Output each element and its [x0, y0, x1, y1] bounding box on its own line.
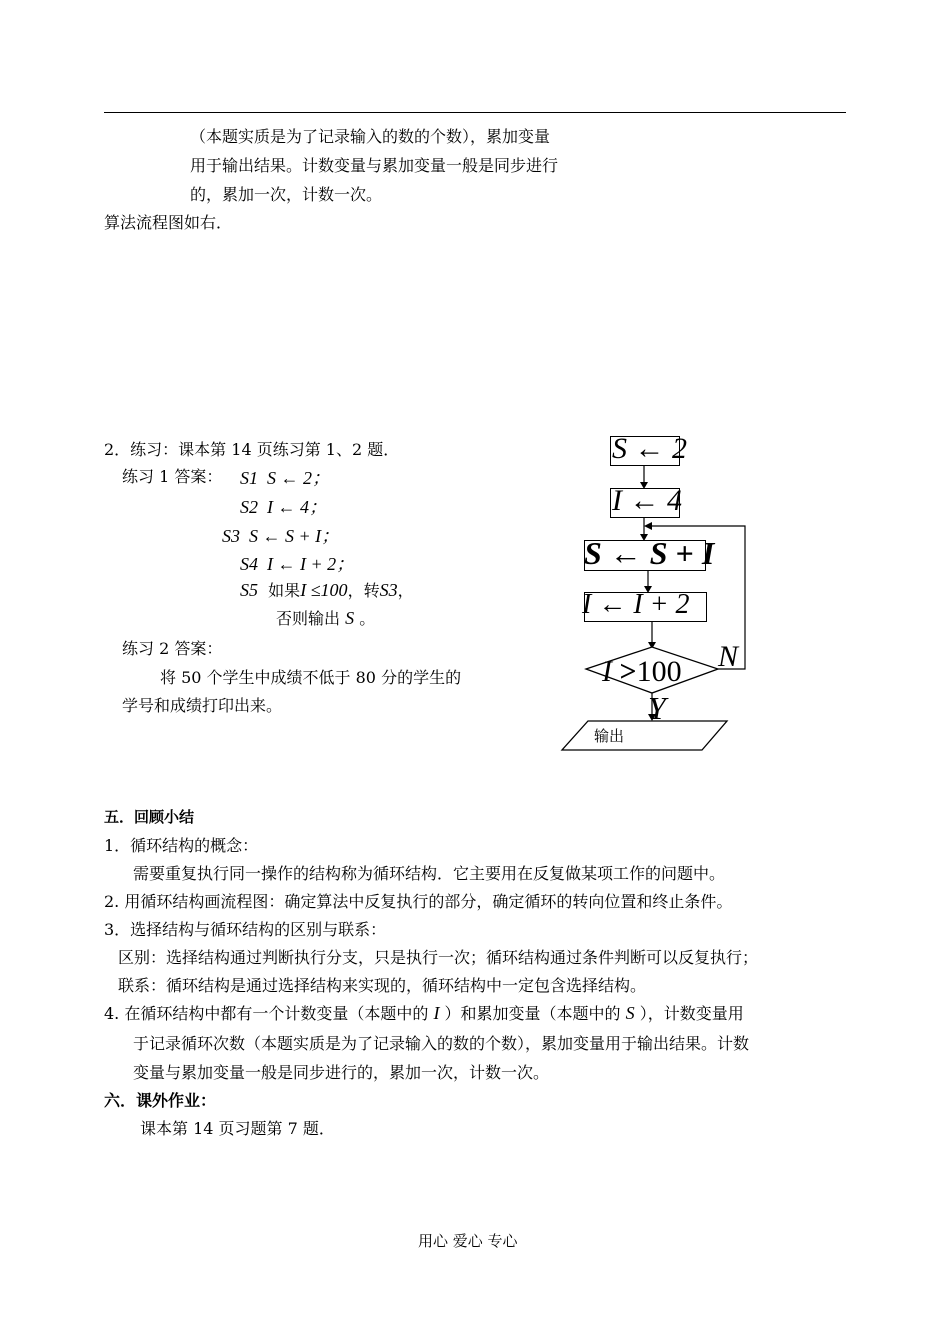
flow-box-init-s-label: S ← 2	[612, 432, 687, 465]
item4-var: I	[433, 1003, 440, 1023]
item4-var: S	[625, 1003, 635, 1023]
flow-output-label: 输出	[594, 729, 625, 745]
step-id: S4	[240, 554, 258, 574]
answer2-line: 将 50 个学生中成绩不低于 80 分的学生的	[160, 668, 462, 687]
summary-item4-line: 于记录循环次数（本题实质是为了记录输入的数的个数），累加变量用于输出结果。计数	[133, 1034, 750, 1053]
step-id: S3	[222, 526, 240, 546]
step-id: S5	[240, 580, 258, 600]
accumulate-left: S ← S	[584, 535, 668, 571]
step-text: ，	[397, 581, 414, 600]
flow-no-label: N	[718, 640, 739, 673]
section6-title: 六．课外作业：	[104, 1091, 217, 1110]
summary-item4-line: 变量与累加变量一般是同步进行的，累加一次，计数一次。	[133, 1063, 550, 1082]
item4-text: ），计数变量用	[639, 1004, 744, 1023]
step-id: S2	[240, 497, 258, 517]
item4-text: ）和累加变量（本题中的	[444, 1004, 621, 1023]
decision-op: >	[619, 655, 637, 688]
paragraph-line: 算法流程图如右．	[104, 213, 233, 232]
accumulate-right: I	[701, 535, 715, 571]
step-content: I ← 4；	[267, 497, 327, 517]
else-text: 。	[359, 609, 376, 628]
flow-box-accumulate-label	[584, 535, 714, 572]
summary-item2: 2. 用循环结构画流程图：确定算法中反复执行的部分，确定循环的转向位置和终止条件。	[104, 892, 733, 911]
answer1-label: 练习 1 答案：	[122, 467, 223, 486]
flow-box-init-i-label: I ← 4	[612, 484, 682, 517]
step-content: I ← I + 2；	[267, 554, 355, 574]
paragraph-line: （本题实质是为了记录输入的数的个数），累加变量	[190, 127, 551, 146]
step-id: S1	[240, 468, 258, 488]
summary-item1-text: 需要重复执行同一操作的结构称为循环结构．它主要用在反复做某项工作的问题中。	[133, 864, 726, 883]
decision-num: 100	[636, 655, 682, 688]
section5-title: 五．回顾小结	[104, 808, 195, 826]
else-var: S	[345, 608, 355, 628]
answer2-line: 学号和成绩打印出来。	[122, 696, 283, 715]
accumulate-plus: +	[675, 535, 694, 571]
else-text: 否则输出	[276, 609, 341, 628]
step-text: 如果	[268, 581, 301, 600]
summary-item1-title: 1．循环结构的概念：	[104, 836, 259, 855]
flow-yes-label: Y	[648, 690, 666, 726]
page-footer: 用心 爱心 专心	[418, 1232, 518, 1250]
step-goto: S3	[379, 580, 398, 600]
decision-var: I	[602, 655, 612, 688]
flow-box-increment-label: I ← I + 2	[582, 589, 690, 620]
summary-item4	[104, 1001, 744, 1024]
practice-heading: 2．练习：课本第 14 页练习第 1、2 题．	[104, 440, 400, 459]
homework-text: 课本第 14 页习题第 7 题．	[140, 1119, 335, 1138]
item4-text: 4. 在循环结构中都有一个计数变量（本题中的	[104, 1004, 429, 1023]
summary-item3-link: 联系：循环结构是通过选择结构来实现的，循环结构中一定包含选择结构。	[118, 976, 647, 995]
summary-item3-diff: 区别：选择结构通过判断执行分支，只是执行一次；循环结构通过条件判断可以反复执行；	[118, 948, 759, 967]
summary-item3-title: 3．选择结构与循环结构的区别与联系：	[104, 920, 387, 939]
paragraph-line: 的，累加一次，计数一次。	[190, 185, 383, 204]
step-text: ，转	[347, 581, 380, 600]
step-content: S ← S + I；	[249, 526, 340, 546]
flow-decision-label	[602, 655, 682, 689]
paragraph-line: 用于输出结果。计数变量与累加变量一般是同步进行	[190, 156, 559, 175]
step-condition: I ≤100	[300, 580, 348, 600]
answer2-label: 练习 2 答案：	[122, 639, 223, 658]
step-content: S ← 2；	[267, 468, 330, 488]
